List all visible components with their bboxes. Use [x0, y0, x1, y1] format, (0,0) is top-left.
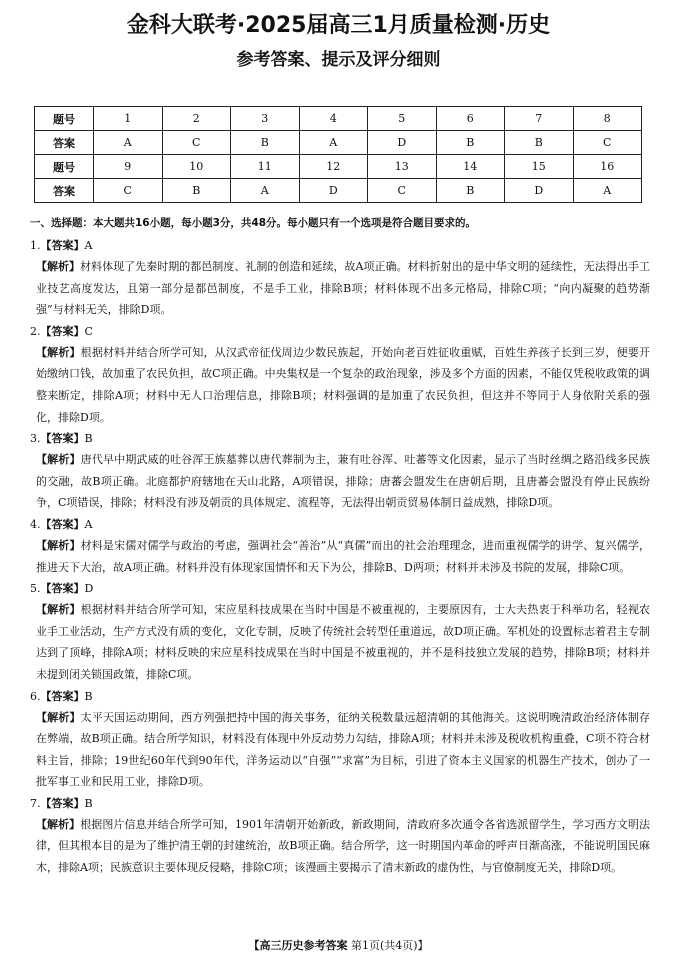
answer-line	[30, 514, 650, 535]
answer-line	[30, 321, 650, 342]
explanation-tag: 【解析】	[36, 603, 81, 617]
question-item	[30, 428, 650, 514]
answer-table-row-label: 答案	[35, 131, 94, 155]
answer-table-cell: A	[573, 179, 642, 203]
explanation-tag: 【解析】	[36, 710, 81, 724]
question-number: 6.	[30, 689, 41, 703]
answer-table-cell: 6	[436, 107, 505, 131]
section-heading: 一、选择题：本大题共16小题，每小题3分，共48分。每小题只有一个选项是符合题目要求的。	[30, 217, 477, 229]
answer-tag: 【答案】	[40, 582, 85, 596]
answer-table-row-label: 题号	[35, 155, 94, 179]
question-number: 3.	[30, 432, 41, 446]
page-footer	[0, 937, 677, 953]
answer-table-cell: 5	[368, 107, 437, 131]
answer-table-cell: B	[436, 131, 505, 155]
answer-table-cell: 10	[162, 155, 231, 179]
answer-table-cell: C	[573, 131, 642, 155]
answer-table-cell: B	[436, 179, 505, 203]
answer-table-row	[35, 179, 642, 203]
answer-table-cell: B	[162, 179, 231, 203]
answer-tag: 【答案】	[40, 796, 85, 810]
answer-table-cell: 14	[436, 155, 505, 179]
answer-table-row	[35, 131, 642, 155]
answer-table-cell: B	[505, 131, 574, 155]
answer-table-cell: D	[505, 179, 574, 203]
explanation-text: 材料是宋儒对儒学与政治的考虑，强调社会“善治”从“真儒”而出的社会治理理念，进而重视儒学的讲学、复兴儒学，推进天下大治，故A项正确。材料并没有体现家国情怀和天下为公，排除B、D两项；材料并未涉及书院的发展，排除C项。	[36, 538, 650, 574]
answer-table-cell: A	[231, 179, 300, 203]
question-number: 2.	[30, 324, 41, 338]
answer-tag: 【答案】	[40, 239, 85, 252]
answer-table-cell: B	[231, 131, 300, 155]
question-item	[30, 514, 650, 578]
answer-table-cell: 15	[505, 155, 574, 179]
question-number: 1.	[30, 239, 41, 252]
answer-table-cell: C	[94, 179, 163, 203]
answer-table-cell: C	[162, 131, 231, 155]
answer-table-cell: 16	[573, 155, 642, 179]
answer-line	[30, 793, 650, 814]
answer-tag: 【答案】	[40, 517, 85, 531]
answer-table-row-label: 题号	[35, 107, 94, 131]
answer-table-cell: C	[368, 179, 437, 203]
answer-tag: 【答案】	[40, 324, 85, 338]
answer-value: A	[84, 517, 93, 531]
answer-table-cell: 9	[94, 155, 163, 179]
explanation-tag: 【解析】	[36, 538, 81, 552]
footer-page-number: 第1页(共4页)】	[350, 939, 429, 952]
answer-value: A	[84, 239, 93, 252]
question-item	[30, 686, 650, 793]
question-item	[30, 321, 650, 428]
answer-line	[30, 428, 650, 449]
question-number: 7.	[30, 796, 41, 810]
answer-table-cell: 2	[162, 107, 231, 131]
answer-table-cell: 12	[299, 155, 368, 179]
answer-line	[30, 686, 650, 707]
answer-table-row	[35, 155, 642, 179]
question-item	[30, 793, 650, 879]
explanation	[30, 707, 650, 793]
explanation-text: 根据材料并结合所学可知，从汉武帝征伐周边少数民族起，开始向老百姓征收重赋，百姓生养孩子长到三岁，便要开始缴纳口钱，故加重了农民负担，故C项正确。中央集权是一个复杂的政治现象，涉及多个方面的因素，不能仅凭税收政策的调整来断定，排除A项；材料中无人口治理信息，排除B项；材料强调的是加重了农民负担，但这并不等同于人身依附关系的强化，排除D项。	[36, 345, 651, 424]
page-subtitle: 参考答案、提示及评分细则	[236, 50, 441, 70]
answer-value: B	[84, 432, 93, 446]
explanation	[30, 449, 650, 514]
page-title: 金科大联考·2025届高三1月质量检测·历史	[126, 13, 551, 38]
answer-table-cell: A	[299, 131, 368, 155]
answer-table-cell: 4	[299, 107, 368, 131]
explanation	[30, 599, 650, 685]
explanations	[30, 213, 650, 879]
answer-table-cell: D	[299, 179, 368, 203]
explanation-text: 根据图片信息并结合所学可知，1901年清朝开始新政，新政期间，清政府多次通令各省选派留学生，学习西方文明法律，但其根本目的是为了维护清王朝的封建统治，故B项正确。结合所学，这一时期国内革命的呼声日渐高涨，不能说明国民麻木，排除A项；民族意识主要体现反侵略，排除C项；该漫画主要揭示了清末新政的虚伪性，与官僚制度无关，排除D项。	[36, 817, 650, 875]
explanation-text: 根据材料并结合所学可知，宋应星科技成果在当时中国是不被重视的，主要原因有，士大夫热衷于科举功名，轻视农业手工业活动，生产方式没有质的变化，文化专制，反映了传统社会转型任重道远，故D项正确。军机处的设置标志着君主专制达到了顶峰，排除A项；材料反映的宋应星科技成果在当时中国是不被重视的，并不是科技独立发展的趋势，排除B项；材料并未提到闭关锁国政策，排除C项。	[36, 603, 651, 681]
answer-line	[30, 578, 650, 599]
explanation	[30, 535, 650, 578]
explanation-tag: 【解析】	[36, 345, 81, 359]
footer-label: 【高三历史参考答案	[248, 939, 348, 952]
question-item	[30, 578, 650, 685]
answer-tag: 【答案】	[40, 432, 85, 446]
explanation-tag: 【解析】	[36, 260, 81, 273]
answer-value: B	[84, 796, 93, 810]
answer-table-cell: A	[94, 131, 163, 155]
explanation-text: 材料体现了先秦时期的都邑制度、礼制的创造和延续，故A项正确。材料折射出的是中华文明的延续性，无法得出手工业技艺高度发达，且第一部分是都邑制度，不是手工业，排除B项；材料体现不出多元格局，排除C项；“向内凝聚的趋势渐强”与材料无关，排除D项。	[36, 260, 650, 317]
answer-line	[30, 235, 650, 256]
explanation-text: 唐代早中期武威的吐谷浑王族墓葬以唐代葬制为主，兼有吐谷浑、吐蕃等文化因素，显示了当时丝绸之路沿线多民族的交融，故B项正确。北庭都护府辖地在天山北路，A项错误，排除；唐蕃会盟发生在唐朝后期，且唐蕃会盟没有停止民族纷争，C项错误，排除；材料没有涉及朝贡的具体规定、流程等，无法得出朝贡贸易体制日益成熟，排除D项。	[36, 453, 651, 510]
answer-value: B	[84, 689, 93, 703]
answer-table-cell: 7	[505, 107, 574, 131]
answer-table-cell: 11	[231, 155, 300, 179]
explanation-text: 太平天国运动期间，西方列强把持中国的海关事务，征纳关税数量远超清朝的其他海关。这说明晚清政治经济体制存在弊端，故B项正确。结合所学知识，材料没有体现中外反动势力勾结，排除A项；材料并未涉及税收机构重叠，C项不符合材料主旨，排除；19世纪60年代到90年代，洋务运动以“自强”“求富”为目标，引进了资本主义国家的机器生产技术，创办了一批军事工业和民用工业，排除D项。	[36, 710, 651, 789]
explanation	[30, 814, 650, 879]
answer-key-table	[34, 106, 642, 203]
answer-table-cell: D	[368, 131, 437, 155]
answer-table-row-label: 答案	[35, 179, 94, 203]
question-number: 4.	[30, 517, 41, 531]
explanation-tag: 【解析】	[36, 817, 81, 831]
answer-value: D	[84, 582, 94, 596]
answer-tag: 【答案】	[40, 689, 85, 703]
explanation-tag: 【解析】	[36, 453, 81, 467]
explanation	[30, 256, 650, 321]
question-number: 5.	[30, 582, 41, 596]
answer-table-cell: 13	[368, 155, 437, 179]
question-item	[30, 235, 650, 321]
answer-table-cell: 1	[94, 107, 163, 131]
answer-table-cell: 8	[573, 107, 642, 131]
explanation	[30, 342, 650, 428]
answer-table-cell: 3	[231, 107, 300, 131]
answer-table-row	[35, 107, 642, 131]
answer-value: C	[84, 324, 93, 338]
